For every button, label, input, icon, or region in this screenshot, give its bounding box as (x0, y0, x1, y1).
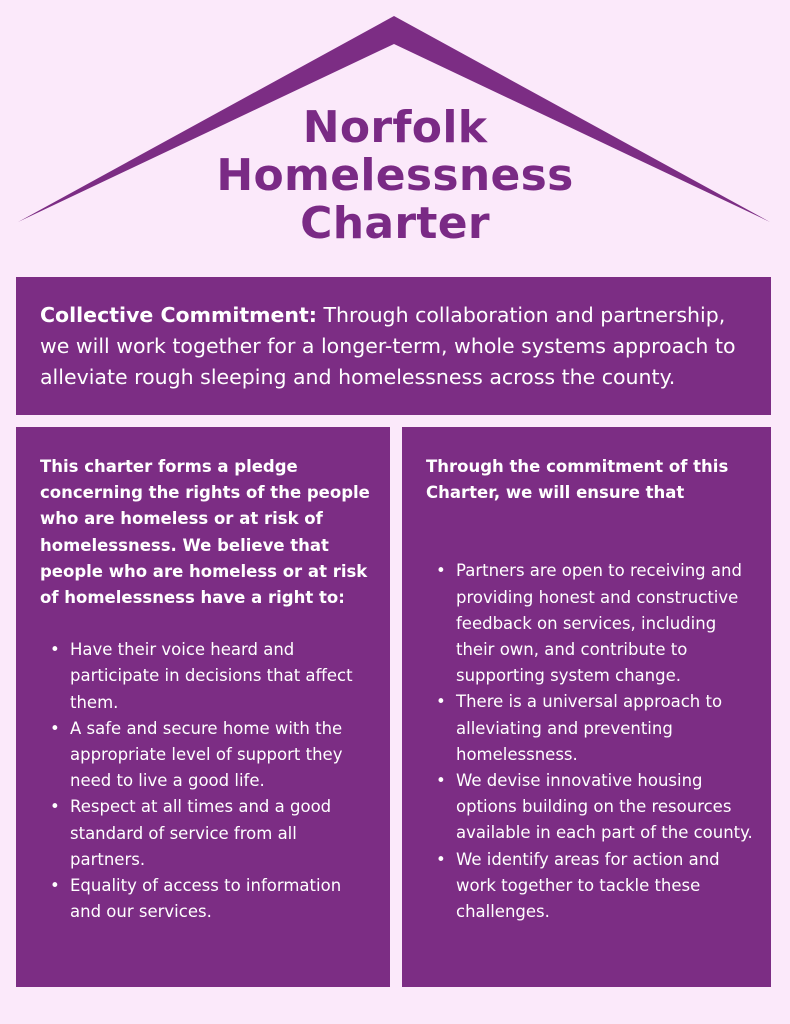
bullet-icon: • (436, 561, 446, 581)
title-line-2: Homelessness (216, 150, 574, 201)
list-item (436, 689, 757, 768)
bullet-icon: • (50, 718, 60, 738)
commitments-list (426, 558, 757, 925)
bullet-icon: • (50, 640, 60, 660)
list-item (50, 794, 376, 873)
rights-list (40, 637, 376, 925)
list-item-text: Respect at all times and a good standard of service from all partners. (70, 797, 332, 869)
commitments-panel (402, 427, 771, 987)
banner-lead: Collective Commitment: (40, 303, 318, 327)
rights-panel (16, 427, 390, 987)
bullet-icon: • (436, 849, 446, 869)
list-item-text: We devise innovative housing options building on the resources available in each part of the county. (456, 771, 753, 843)
list-item (50, 716, 376, 795)
list-item (436, 768, 757, 847)
list-item (50, 637, 376, 716)
bullet-icon: • (50, 797, 60, 817)
list-item-text: Have their voice heard and participate in decisions that affect them. (70, 640, 353, 712)
collective-commitment-banner (16, 277, 771, 415)
page-title (95, 104, 695, 248)
list-item-text: Equality of access to information and our services. (70, 876, 342, 922)
bullet-icon: • (50, 876, 60, 896)
list-item-text: There is a universal approach to alleviating and preventing homelessness. (456, 692, 723, 764)
title-line-3: Charter (300, 198, 490, 249)
title-line-1: Norfolk (302, 102, 488, 153)
list-item-text: We identify areas for action and work together to tackle these challenges. (456, 849, 720, 922)
banner-text: Through collaboration and partnership, we will work together for a longer-term, whole systems approach to alleviate rough sleeping and homelessness across the county. (40, 303, 736, 389)
commitments-heading: Through the commitment of this Charter, we will ensure that (426, 457, 729, 503)
list-item (50, 873, 376, 925)
list-item (436, 558, 757, 689)
bullet-icon: • (436, 692, 446, 712)
bullet-icon: • (436, 771, 446, 791)
list-item (436, 847, 757, 926)
rights-heading: This charter forms a pledge concerning the rights of the people who are homeless or at risk of homelessness. We believe that people who are homeless or at risk of homelessness have a right to: (40, 457, 370, 608)
list-item-text: A safe and secure home with the appropriate level of support they need to live a good life. (70, 718, 343, 791)
list-item-text: Partners are open to receiving and providing honest and constructive feedback on services, including their own, and contribute to supporting system change. (456, 561, 742, 686)
